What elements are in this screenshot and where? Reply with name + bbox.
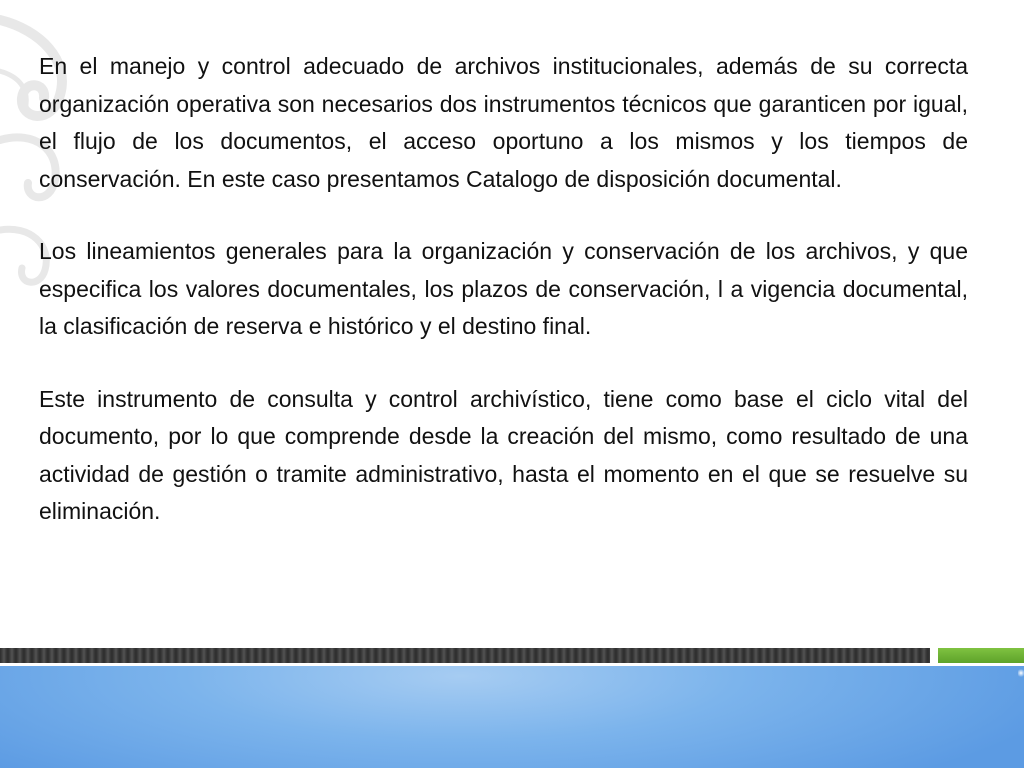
paragraph-guidelines: Los lineamientos generales para la organización y conservación de los archivos, y que especifica los valores documentales, los plazos de conservación, l a vigencia documental, la clasificación de reserva e histórico y el destino final. bbox=[39, 238, 968, 339]
paragraph-instrument: Este instrumento de consulta y control archivístico, tiene como base el ciclo vital del documento, por lo que comprende desde la creación del mismo, como resultado de una actividad de gestión o tramite administrativo, hasta el momento en el que se resuelve su eliminación. bbox=[39, 385, 968, 524]
blue-gradient-band bbox=[0, 666, 1024, 768]
dark-stripe-bar bbox=[0, 648, 930, 663]
paragraph-intro: En el manejo y control adecuado de archivos institucionales, además de su correcta organización operativa son necesarios dos instrumentos técnicos que garanticen por igual, el flujo de los documentos, el acceso oportuno a los mismos y los tiempos de conservación. En este caso presentamos Catalogo de disposición documental. bbox=[39, 53, 968, 192]
green-accent-bar bbox=[938, 648, 1024, 663]
sparkle-icon bbox=[1018, 668, 1024, 678]
body-text bbox=[39, 48, 968, 566]
